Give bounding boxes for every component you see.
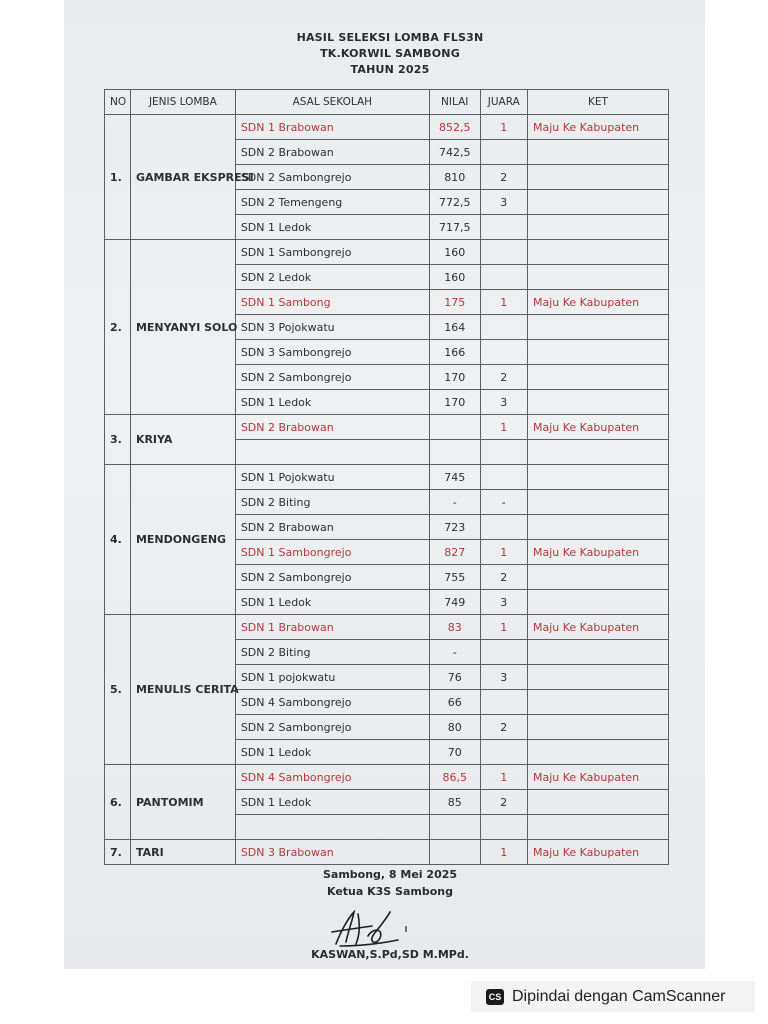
column-header: JUARA [480, 90, 527, 115]
rank [480, 440, 527, 465]
remark [527, 815, 668, 840]
remark [527, 190, 668, 215]
rank: 3 [480, 590, 527, 615]
score: 166 [429, 340, 480, 365]
table-row [105, 840, 669, 865]
header-title: HASIL SELEKSI LOMBA FLS3N [296, 31, 484, 44]
school-name: SDN 1 Ledok [235, 740, 429, 765]
score: 175 [429, 290, 480, 315]
remark [527, 165, 668, 190]
rank: - [480, 490, 527, 515]
score: 742,5 [429, 140, 480, 165]
school-name: SDN 2 Biting [235, 640, 429, 665]
remark: Maju Ke Kabupaten [527, 415, 668, 440]
camscanner-label: Dipindai dengan CamScanner [512, 987, 726, 1005]
score: 723 [429, 515, 480, 540]
school-name: SDN 2 Brabowan [235, 415, 429, 440]
score [429, 440, 480, 465]
school-name [235, 815, 429, 840]
competition-name: MENDONGENG [130, 465, 235, 615]
row-number: 7. [105, 840, 131, 865]
row-number: 3. [105, 415, 131, 465]
table-row [105, 115, 669, 140]
school-name: SDN 2 Sambongrejo [235, 565, 429, 590]
school-name: SDN 1 Sambongrejo [235, 240, 429, 265]
score: 83 [429, 615, 480, 640]
results-body [105, 115, 669, 865]
score: 852,5 [429, 115, 480, 140]
competition-name: GAMBAR EKSPRESI [130, 115, 235, 240]
school-name: SDN 1 pojokwatu [235, 665, 429, 690]
school-name: SDN 3 Sambongrejo [235, 340, 429, 365]
rank [480, 240, 527, 265]
table-row [105, 465, 669, 490]
school-name: SDN 1 Ledok [235, 390, 429, 415]
rank: 2 [480, 565, 527, 590]
table-row [105, 415, 669, 440]
school-name: SDN 2 Brabowan [235, 515, 429, 540]
school-name: SDN 1 Ledok [235, 790, 429, 815]
rank [480, 340, 527, 365]
school-name: SDN 4 Sambongrejo [235, 765, 429, 790]
remark [527, 715, 668, 740]
school-name: SDN 2 Biting [235, 490, 429, 515]
column-header: ASAL SEKOLAH [235, 90, 429, 115]
score: - [429, 490, 480, 515]
remark [527, 440, 668, 465]
score: 170 [429, 365, 480, 390]
score: 810 [429, 165, 480, 190]
remark [527, 315, 668, 340]
remark [527, 565, 668, 590]
score: 755 [429, 565, 480, 590]
remark: Maju Ke Kabupaten [527, 290, 668, 315]
competition-name: PANTOMIM [130, 765, 235, 840]
remark [527, 590, 668, 615]
score: 827 [429, 540, 480, 565]
score: 749 [429, 590, 480, 615]
row-number: 2. [105, 240, 131, 415]
rank: 3 [480, 665, 527, 690]
remark [527, 740, 668, 765]
camscanner-badge [471, 981, 755, 1012]
score: 86,5 [429, 765, 480, 790]
document-header [64, 30, 716, 78]
score: 76 [429, 665, 480, 690]
school-name [235, 440, 429, 465]
rank [480, 640, 527, 665]
score: 164 [429, 315, 480, 340]
handwritten-signature [328, 906, 418, 950]
column-header: JENIS LOMBA [130, 90, 235, 115]
remark [527, 690, 668, 715]
rank: 2 [480, 715, 527, 740]
signature-name: KASWAN,S.Pd,SD M.MPd. [311, 948, 469, 961]
score [429, 815, 480, 840]
competition-name: MENULIS CERITA [130, 615, 235, 765]
rank: 1 [480, 840, 527, 865]
remark: Maju Ke Kabupaten [527, 765, 668, 790]
remark [527, 140, 668, 165]
signature-date: Sambong, 8 Mei 2025 [322, 868, 458, 881]
remark: Maju Ke Kabupaten [527, 615, 668, 640]
rank [480, 740, 527, 765]
remark: Maju Ke Kabupaten [527, 840, 668, 865]
row-number: 5. [105, 615, 131, 765]
column-header: KET [527, 90, 668, 115]
rank [480, 140, 527, 165]
school-name: SDN 1 Brabowan [235, 615, 429, 640]
header-subtitle: TK.KORWIL SAMBONG [320, 47, 460, 60]
school-name: SDN 2 Sambongrejo [235, 165, 429, 190]
remark: Maju Ke Kabupaten [527, 540, 668, 565]
remark [527, 365, 668, 390]
remark [527, 340, 668, 365]
remark [527, 515, 668, 540]
column-header: NILAI [429, 90, 480, 115]
score: 160 [429, 265, 480, 290]
score [429, 415, 480, 440]
school-name: SDN 1 Sambong [235, 290, 429, 315]
school-name: SDN 2 Temengeng [235, 190, 429, 215]
remark [527, 790, 668, 815]
score: 66 [429, 690, 480, 715]
rank: 1 [480, 765, 527, 790]
camscanner-logo-icon: CS [486, 989, 504, 1005]
row-number: 1. [105, 115, 131, 240]
rank [480, 465, 527, 490]
table-row [105, 615, 669, 640]
rank: 1 [480, 540, 527, 565]
rank: 1 [480, 290, 527, 315]
school-name: SDN 2 Sambongrejo [235, 365, 429, 390]
remark: Maju Ke Kabupaten [527, 115, 668, 140]
score [429, 840, 480, 865]
column-header: NO [105, 90, 131, 115]
results-table [104, 89, 669, 865]
school-name: SDN 1 Pojokwatu [235, 465, 429, 490]
score: 745 [429, 465, 480, 490]
school-name: SDN 3 Brabowan [235, 840, 429, 865]
remark [527, 265, 668, 290]
remark [527, 465, 668, 490]
rank: 2 [480, 790, 527, 815]
school-name: SDN 3 Pojokwatu [235, 315, 429, 340]
school-name: SDN 2 Brabowan [235, 140, 429, 165]
rank: 1 [480, 115, 527, 140]
rank: 3 [480, 190, 527, 215]
remark [527, 490, 668, 515]
rank: 1 [480, 615, 527, 640]
signature-role: Ketua K3S Sambong [326, 885, 453, 898]
rank [480, 690, 527, 715]
school-name: SDN 1 Ledok [235, 215, 429, 240]
score: 85 [429, 790, 480, 815]
school-name: SDN 2 Ledok [235, 265, 429, 290]
score: 160 [429, 240, 480, 265]
score: 80 [429, 715, 480, 740]
row-number: 4. [105, 465, 131, 615]
remark [527, 665, 668, 690]
score: 772,5 [429, 190, 480, 215]
competition-name: KRIYA [130, 415, 235, 465]
school-name: SDN 1 Ledok [235, 590, 429, 615]
school-name: SDN 1 Brabowan [235, 115, 429, 140]
rank: 3 [480, 390, 527, 415]
rank [480, 315, 527, 340]
school-name: SDN 4 Sambongrejo [235, 690, 429, 715]
rank [480, 265, 527, 290]
score: 717,5 [429, 215, 480, 240]
score: 170 [429, 390, 480, 415]
school-name: SDN 1 Sambongrejo [235, 540, 429, 565]
rank [480, 215, 527, 240]
school-name: SDN 2 Sambongrejo [235, 715, 429, 740]
remark [527, 240, 668, 265]
rank: 2 [480, 365, 527, 390]
rank: 2 [480, 165, 527, 190]
remark [527, 390, 668, 415]
competition-name: TARI [130, 840, 235, 865]
remark [527, 640, 668, 665]
table-header-row [105, 90, 669, 115]
rank [480, 815, 527, 840]
remark [527, 215, 668, 240]
score: - [429, 640, 480, 665]
rank: 1 [480, 415, 527, 440]
rank [480, 515, 527, 540]
header-year: TAHUN 2025 [350, 63, 430, 76]
score: 70 [429, 740, 480, 765]
table-row [105, 240, 669, 265]
row-number: 6. [105, 765, 131, 840]
table-row [105, 765, 669, 790]
competition-name: MENYANYI SOLO [130, 240, 235, 415]
